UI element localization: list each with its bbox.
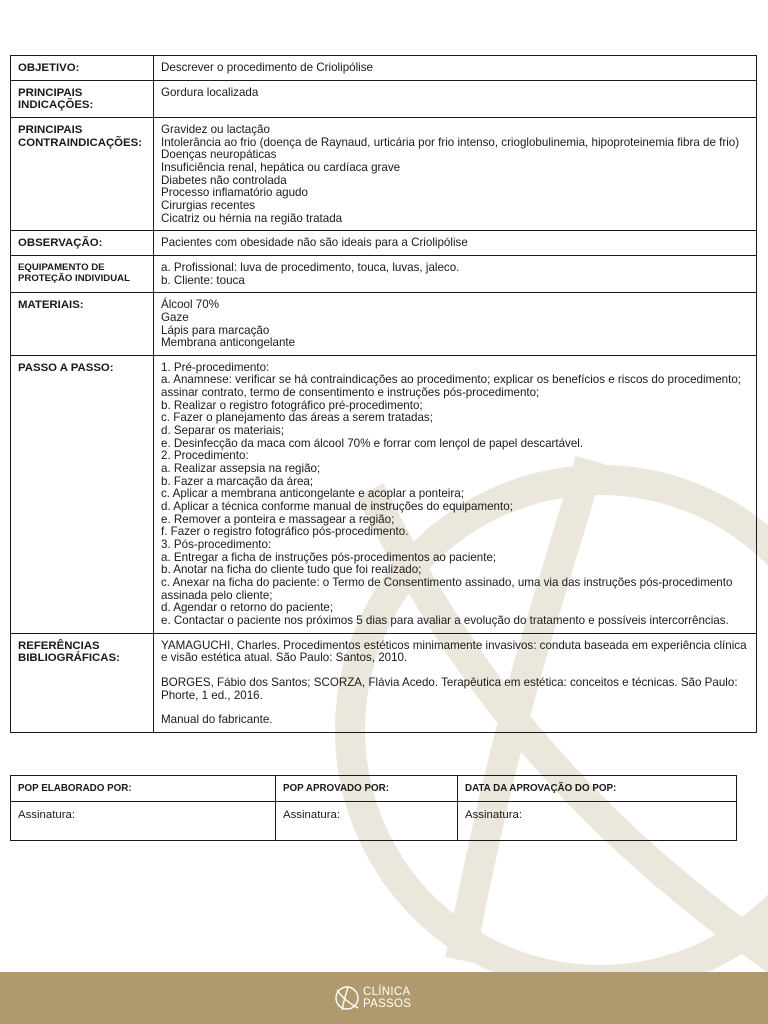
row-step-by-step (11, 355, 757, 633)
content-line: Lápis para marcação (161, 323, 270, 337)
row-content (154, 117, 757, 230)
content-line: b. Anotar na ficha do cliente tudo que foi realizado; (161, 563, 422, 577)
row-content (154, 56, 757, 81)
content-line: Pacientes com obesidade não são ideais para a Criolipólise (161, 236, 468, 250)
content-line: c. Anexar na ficha do paciente: o Termo de Consentimento assinado, uma via das instruções pós-procedimento assinada pelo cliente; (161, 575, 733, 602)
row-materials (11, 293, 757, 356)
content-line: b. Fazer a marcação da área; (161, 474, 314, 488)
clinica-passos-logo (333, 984, 443, 1014)
row-label: REFERÊNCIAS BIBLIOGRÁFICAS: (11, 633, 154, 732)
row-label: OBJETIVO: (11, 56, 154, 81)
row-content (154, 231, 757, 256)
content-line: 2. Procedimento: (161, 449, 249, 463)
row-content (154, 80, 757, 117)
content-line: d. Agendar o retorno do paciente; (161, 601, 334, 615)
content-line: Álcool 70% (161, 298, 220, 312)
content-line: Diabetes não controlada (161, 173, 287, 187)
content-line: Intolerância ao frio (doença de Raynaud, urticária por frio intenso, crioglobulinemia, hipoproteinemia fibra de frio) (161, 135, 740, 149)
content-line: Manual do fabricante. (161, 713, 273, 727)
content-line: Gravidez ou lactação (161, 122, 270, 136)
row-references (11, 633, 757, 732)
clinica-passos-logo-icon (333, 984, 361, 1012)
content-line: c. Fazer o planejamento das áreas a serem tratadas; (161, 411, 433, 425)
brand-line-2: PASSOS (363, 998, 412, 1010)
content-line: a. Realizar assepsia na região; (161, 462, 321, 476)
brand-name (363, 986, 411, 1010)
row-label: PASSO A PASSO: (11, 355, 154, 633)
row-label: MATERIAIS: (11, 293, 154, 356)
elaborated-by-signature: Assinatura: (11, 802, 276, 841)
content-line: a. Profissional: luva de procedimento, touca, luvas, jaleco. (161, 260, 460, 274)
row-ppe (11, 255, 757, 292)
row-content (154, 633, 757, 732)
row-label: PRINCIPAIS CONTRAINDICAÇÕES: (11, 117, 154, 230)
row-content (154, 293, 757, 356)
row-label: OBSERVAÇÃO: (11, 231, 154, 256)
content-line: Insuficiência renal, hepática ou cardíaca grave (161, 160, 401, 174)
row-contraindications (11, 117, 757, 230)
content-line: f. Fazer o registro fotográfico pós-procedimento. (161, 525, 409, 539)
content-line: a. Entregar a ficha de instruções pós-procedimentos ao paciente; (161, 550, 497, 564)
content-line: a. Anamnese: verificar se há contraindicações ao procedimento; explicar os benefícios e riscos do procedimento; assinar contrato, termo de consentimento e instruções pós-procedimento; (161, 373, 741, 400)
row-content (154, 255, 757, 292)
content-line: 3. Pós-procedimento: (161, 538, 272, 551)
content-line: Membrana anticongelante (161, 336, 296, 350)
brand-line-1: CLÍNICA (363, 986, 411, 998)
content-line: Cicatriz ou hérnia na região tratada (161, 211, 343, 225)
pop-procedure-table (10, 55, 757, 733)
row-label: EQUIPAMENTO DE PROTEÇÃO INDIVIDUAL (11, 255, 154, 292)
content-line: c. Aplicar a membrana anticongelante e acoplar a ponteira; (161, 487, 464, 501)
content-line: YAMAGUCHI, Charles. Procedimentos estéticos minimamente invasivos: conduta baseada em experiência clínica e visão estética atual. São Paulo: Santos, 2010. (161, 638, 747, 665)
content-line: d. Aplicar a técnica conforme manual de instruções do equipamento; (161, 500, 513, 514)
row-content (154, 355, 757, 633)
row-observation (11, 231, 757, 256)
approval-date-signature: Assinatura: (458, 802, 737, 841)
content-line: Gordura localizada (161, 85, 259, 99)
content-line: e. Contactar o paciente nos próximos 5 dias para avaliar a evolução do tratamento e possíveis intercorrências. (161, 613, 729, 627)
approved-by-signature: Assinatura: (276, 802, 458, 841)
content-line: Cirurgias recentes (161, 198, 256, 212)
approval-date-header: DATA DA APROVAÇÃO DO POP: (458, 776, 737, 802)
content-line: Processo inflamatório agudo (161, 186, 308, 200)
signature-table (10, 775, 737, 841)
content-line: b. Cliente: touca (161, 273, 245, 287)
row-indications (11, 80, 757, 117)
content-line: Descrever o procedimento de Criolipólise (161, 61, 374, 74)
content-line: d. Separar os materiais; (161, 424, 285, 438)
content-line: Gaze (161, 310, 189, 324)
content-line: b. Realizar o registro fotográfico pré-procedimento; (161, 398, 423, 412)
content-line: e. Desinfecção da maca com álcool 70% e forrar com lençol de papel descartável. (161, 436, 584, 450)
content-line: 1. Pré-procedimento: (161, 360, 270, 374)
row-label: PRINCIPAIS INDICAÇÕES: (11, 80, 154, 117)
elaborated-by-header: POP ELABORADO POR: (11, 776, 276, 802)
row-objective (11, 56, 757, 81)
content-line: Doenças neuropáticas (161, 148, 277, 162)
content-line: BORGES, Fábio dos Santos; SCORZA, Flávia Acedo. Terapêutica em estética: conceitos e técnicas. São Paulo: Phorte, 1 ed., 2016. (161, 675, 738, 702)
approved-by-header: POP APROVADO POR: (276, 776, 458, 802)
content-line: e. Remover a ponteira e massagear a região; (161, 512, 395, 526)
footer-bar (0, 972, 768, 1024)
